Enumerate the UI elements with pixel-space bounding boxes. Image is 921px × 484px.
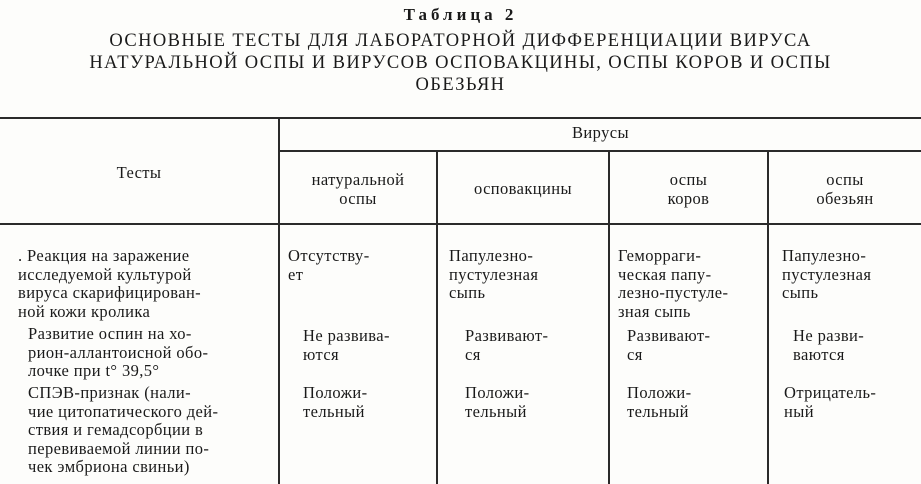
column-divider — [436, 150, 438, 484]
row-1-cowpox: Геморраги- ческая папу- лезно-пустуле- зная сыпь — [618, 246, 729, 321]
title-line: ОБЕЗЬЯН — [415, 75, 506, 95]
row-2-vaccinia: Развивают- ся — [465, 326, 549, 364]
header-col-monkeypox: оспы обезьян — [816, 170, 874, 208]
header-viruses: Вирусы — [572, 123, 629, 142]
row-1-vaccinia: Папулезно- пустулезная сыпь — [449, 246, 539, 302]
row-3-cowpox: Положи- тельный — [627, 383, 692, 421]
row-2-cowpox: Развивают- ся — [627, 326, 711, 364]
viruses-subrule — [278, 150, 921, 152]
title-line: ОСНОВНЫЕ ТЕСТЫ ДЛЯ ЛАБОРАТОРНОЙ ДИФФЕРЕНЦИАЦИИ ВИРУСА — [109, 31, 812, 51]
title-line: НАТУРАЛЬНОЙ ОСПЫ И ВИРУСОВ ОСПОВАКЦИНЫ, ОСПЫ КОРОВ И ОСПЫ — [89, 53, 832, 73]
row-1-variola: Отсутству- ет — [288, 246, 370, 284]
row-1-monkeypox: Папулезно- пустулезная сыпь — [782, 246, 872, 302]
header-bottom-rule — [0, 223, 921, 225]
table-top-rule — [0, 117, 921, 119]
header-col-cowpox: оспы коров — [667, 170, 710, 208]
header-col-variola: натуральной оспы — [311, 170, 405, 208]
table-title — [0, 30, 921, 96]
row-3-test: СПЭВ-признак (нали- чие цитопатического дей- ствия и гемадсорбции в перевиваемой линии по- чек эмбриона свиньи) — [28, 383, 219, 476]
row-2-variola: Не развива- ются — [303, 326, 390, 364]
row-2-test: Развитие оспин на хо- рион-аллантоисной обо- лочке при t° 39,5° — [28, 324, 209, 380]
row-3-monkeypox: Отрицатель- ный — [784, 383, 877, 421]
header-col-vaccinia: осповакцины — [474, 179, 572, 198]
row-3-variola: Положи- тельный — [303, 383, 368, 421]
table-label: Таблица 2 — [403, 5, 518, 24]
row-3-vaccinia: Положи- тельный — [465, 383, 530, 421]
header-tests: Тесты — [116, 163, 162, 182]
row-1-test: . Реакция на заражение исследуемой культурой вируса скарифицирован- ной кожи кролика — [18, 246, 202, 321]
row-2-monkeypox: Не разви- ваются — [793, 326, 865, 364]
